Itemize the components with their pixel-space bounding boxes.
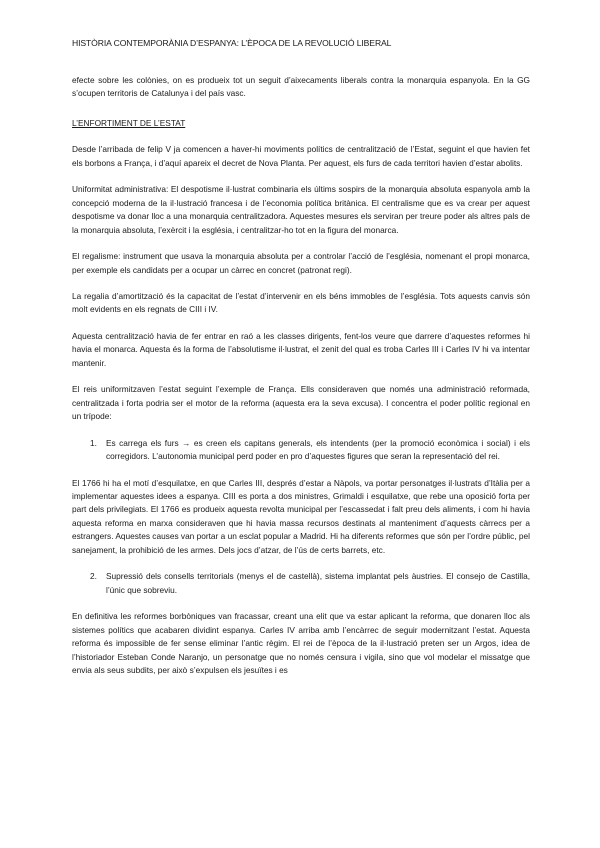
list-number: 1.: [90, 437, 97, 448]
paragraph: En definitiva les reformes borbòniques van fracassar, creant una elit que va estar aplicant la reforma, que donaren lloc als sistemes polítics que acabaren dividint espanya. Carles IV arriba amb l’encàrrec de seguir modernitzant l’estat. Aquesta reforma és impossible de fer sense eliminar l’antic règim. El rei de l’època de la il·lustració preten ser un Argos, idea de l’historiador Esteban Conde Naranjo, un personatge que no només censura i vigila, sino que vol modelar el missatge que envia als seus subdits, per això s’expulsen els jesuïtes i es: [72, 611, 530, 675]
paragraph: Aquesta centralització havia de fer entrar en raó a les classes dirigents, fent-los veure que darrere d’aquestes reformes hi havia el monarca. Aquesta és la forma de l’absolutisme il·lustrat, el zenit del qual es troba Carles III i Carles IV hi va intentar mantenir.: [72, 330, 530, 368]
paragraph: La regalia d’amortització és la capacitat de l’estat d’intervenir en els béns immobles de l’església. Tots aquests canvis són molt evidents en els regnats de CIII i IV.: [72, 290, 530, 315]
list-item: [72, 570, 530, 597]
list-item-text: Es carrega els furs → es creen els capitans generals, els intendents (per la promoció econòmica i social) i els corregidors. L’autonomia municipal perd poder en pro d’aquestes figures que seran la representació del rei.: [106, 437, 530, 462]
numbered-list: [72, 437, 530, 464]
paragraph: Desde l’arribada de felip V ja comencen a haver-hi moviments polítics de centralització de l’Estat, seguint el que havien fet els borbons a França, i d’aquí apareix el decret de Nova Planta. Per aquest, els furs de cada territori havien d’estar abolits.: [72, 144, 530, 168]
list-item-text: Supressió dels consells territorials (menys el de castellà), sistema implantat pels àustries. El consejo de Castilla, l’únic que sobreviu.: [106, 571, 530, 595]
paragraph: El regalisme: instrument que usava la monarquia absoluta per a controlar l’acció de l’església, nomenant el propi monarca, per exemple els candidats per a ocupar un càrrec en concret (patronat regi).: [72, 251, 530, 275]
paragraph: El 1766 hi ha el motí d’esquilatxe, en que Carles III, després d’estar a Nàpols, va portar personatges il·lustrats d’Itàlia per a implementar aquestes idees a espanya. CIII es porta a dos ministres, Grimaldi i esquilatxe, que rebe una oposició forta per part dels privilegiats. El 1766 es produeix aquesta revolta municipal per l’escassedat i falt preu dels aliments, i com hi havia aquesta reforma en marxa consideraven que hi havia massa recursos destinats al manteniment d’aquests càrrecs per a estrangers. Aquestes causes van portar a un esclat popular a Madrid. Hi ha diferents reformes que són per l’ordre públic, pel sanejament, la prohibició de les armes. Dels jocs d’atzar, de l’ús de certs barrets, etc.: [72, 477, 530, 555]
list-item: [72, 437, 530, 464]
running-header: HISTÒRIA CONTEMPORÀNIA D’ESPANYA: L’ÈPOCA DE LA REVOLUCIÓ LIBERAL: [72, 38, 392, 48]
list-number: 2.: [90, 571, 97, 582]
numbered-list: [72, 570, 530, 597]
paragraph: Uniformitat administrativa: El despotisme il·lustrat combinaria els últims sospirs de la monarquia absoluta espanyola amb la concepció moderna de la il·lustració francesa i de l’economia política britànica. El centralisme que es va crear per aquest despotisme va donar lloc a una monarquia centralitzadora. Aquestes mesures els serviran per treure poder als altres pals de la monarquia absoluta, l’exèrcit i la església, i centralitzar-ho tot en la figura del monarca.: [72, 184, 530, 235]
paragraph-intro: efecte sobre les colònies, on es produeix tot un seguit d’aixecaments liberals contra la monarquia espanyola. En la GG s’ocupen territoris de Catalunya i del país vasc.: [72, 75, 530, 99]
document-body: [72, 74, 530, 690]
paragraph: El reis uniformitzaven l’estat seguint l’exemple de França. Ells consideraven que només una administració reformada, centralitzada i forta podria ser el motor de la reforma (aquesta era la seva excusa). I concentra el poder polític regional en un trípode:: [72, 384, 530, 422]
section-heading: L’ENFORTIMENT DE L’ESTAT: [72, 117, 186, 128]
